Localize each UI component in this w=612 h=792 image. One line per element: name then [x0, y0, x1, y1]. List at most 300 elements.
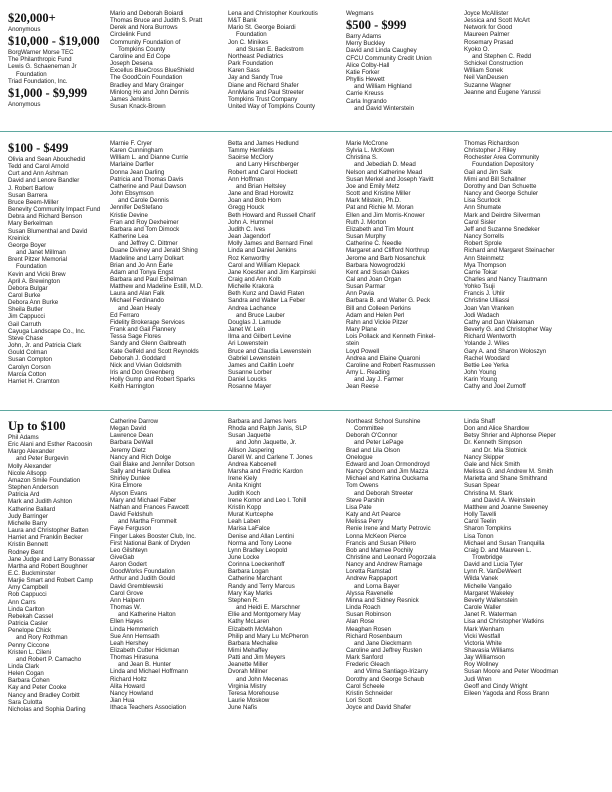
donor-name: Allison Jaspering [228, 446, 275, 454]
donor-name: Alyssa Ravenelle [346, 589, 394, 597]
donor-name: Community Foundation of [110, 38, 181, 46]
donor-name: Circlelink Fund [110, 31, 151, 39]
donor-name: Caroline and Ed Cope [110, 52, 171, 60]
donor-name: Linda and Michael Hoffmann [110, 668, 189, 676]
donor-name: Virginia Mistry [228, 682, 267, 690]
donor-name: stein [346, 340, 359, 348]
donor-name: Lynn R. VanDeWeert [464, 568, 522, 576]
donor-name: Ithaca Teachers Association [110, 704, 187, 712]
donor-name: Daniel Loucks [228, 376, 267, 384]
donor-name: Jane Koestler and Jim Karpinski [228, 268, 316, 276]
donor-name: Diane and Richard Shafer [228, 81, 299, 89]
column-3 [228, 418, 313, 711]
donor-name: Carol Sisler [464, 218, 496, 226]
donor-name: Nicholas and Sophia Darling [8, 705, 86, 713]
donor-name-continuation: and Katherine Halton [118, 611, 176, 619]
donor-name: Wegmans [346, 10, 374, 17]
donor-name-continuation: Foundation [16, 263, 47, 271]
donor-name: Kyoko O. [464, 45, 490, 53]
donor-name: Dorothy and Dan Schuette [464, 182, 537, 190]
donor-name: Jodi Wadach [464, 311, 500, 319]
donor-name: William L. and Dianne Currie [110, 154, 189, 162]
donor-name: Kate Gelfeld and Scott Reynolds [110, 347, 199, 355]
donor-name: Susanne Lorber [228, 369, 272, 376]
donor-name: Mark Milstein, Ph.D. [346, 197, 401, 205]
donor-name: Nancy and George Schuler [464, 190, 539, 198]
donor-name: Jane Judge and Larry Bonassar [8, 555, 96, 563]
donor-name: David and Lucia Tyler [464, 561, 523, 569]
donor-name: Anita Knight [228, 482, 262, 490]
donor-name: Excellus BlueCross BlueShield [110, 67, 194, 75]
donor-name: Joan and Bob Horn [228, 197, 281, 205]
donor-name: Brian and Jo Ann Earle [110, 261, 173, 269]
donor-name: Leo Gilshteyn [110, 546, 148, 554]
donor-name: Michelle Krakora [228, 283, 274, 291]
donor-name: Eileen Yagoda and Ross Brann [464, 689, 550, 697]
donor-name: Linda Shaff [464, 418, 495, 425]
donor-name: Elizabeth McMahon [228, 625, 282, 633]
donor-name: Ann Carrs [8, 598, 36, 606]
donor-name: Kristie Devine [110, 211, 148, 219]
column-2 [110, 10, 202, 110]
donor-name: Susan Moore and Peter Woodman [464, 668, 559, 676]
donor-name: Barbara B. and Walter G. Peck [346, 297, 431, 305]
donor-name: Jean Reese [346, 383, 379, 391]
donor-name: Anonymous [8, 26, 41, 33]
donor-name: Michael and Susan Tranquilla [464, 539, 545, 547]
donor-name: Leah Hershey [110, 639, 149, 647]
donor-name: Holly Tavelli [464, 511, 497, 519]
donor-name: Caroline and Jeffrey Rusten [346, 647, 423, 654]
donor-name-continuation: and Susan E. Backstrom [236, 45, 304, 53]
donor-name: Susan Jaquette [228, 432, 271, 440]
donor-name: Matthew and Madeline Estill, M.D. [110, 283, 203, 291]
donor-name-continuation: and Heidi E. Marschner [236, 604, 301, 612]
donor-name: Jessica and Scott McArt [464, 17, 530, 25]
divider-rule-2 [0, 410, 612, 411]
donor-name: Patricia Ard [8, 491, 40, 499]
donor-name: Debra and Richard Benson [8, 213, 83, 221]
donor-name: Faye Ferguson [110, 525, 152, 533]
donor-name: J. Robert Barlow [8, 184, 54, 192]
donor-name: Phyllis Hewett [346, 76, 385, 84]
donor-name: Marnie F. Cryer [110, 140, 152, 147]
donor-name: Mario St. George Boiardi [228, 24, 296, 32]
donor-name: Nathan and Frances Fawcett [110, 503, 189, 511]
donor-name: Jon C. Minikes [228, 38, 269, 46]
giving-level-heading: Up to $100 [8, 419, 66, 433]
donor-name: Thomas W. [110, 604, 142, 612]
giving-level-heading: $500 - $999 [346, 18, 407, 33]
donor-name: Craig and Ann Kolb [228, 275, 281, 283]
donor-name: Jennifer DeStefano [110, 204, 163, 212]
donor-name: Karen Cunningham [110, 147, 163, 155]
donor-name: David and Lenore Bandler [8, 177, 80, 185]
donor-name: Kathy McLaren [228, 618, 270, 626]
donor-name: Roz Kenworthy [228, 254, 270, 262]
section-up-to-100 [0, 418, 612, 788]
donor-name: Kent and Susan Oakes [346, 268, 410, 276]
donor-name: Mark Wenham [464, 625, 504, 633]
section-100-499 [0, 140, 612, 406]
column-3 [228, 140, 316, 390]
donor-name: Frank and Gail Flannery [110, 326, 176, 334]
donor-name-continuation: Foundation [236, 31, 267, 39]
giving-level-heading: $20,000+ [8, 11, 56, 25]
donor-name: Dorothy and George Schaub [346, 675, 425, 683]
donor-name: Catherine C. Needle [346, 240, 402, 248]
column-4 [346, 10, 432, 112]
donor-name: Robert and Carol Hockett [228, 168, 298, 176]
donor-name: Susan Spear [464, 482, 500, 490]
column-5 [464, 140, 554, 390]
donor-name: Jean Jagendorf [228, 233, 271, 241]
donor-name: Katherine Lea [110, 233, 149, 241]
donor-name: Catherine and Paul Dawson [110, 182, 187, 190]
donor-name: Andrew Rappaport [346, 575, 398, 583]
donor-name: Linda and Daniel Jenkins [228, 247, 297, 255]
donor-name: Olivia and Sean Abouchedid [8, 156, 86, 163]
donor-name: Rochester Area Community [464, 154, 540, 162]
column-1 [8, 10, 100, 108]
donor-name: Gail Carruth [8, 320, 42, 328]
donor-name: Harriet and Franklin Becker [8, 534, 83, 542]
donor-name: Randy and Terry Marcus [228, 582, 295, 590]
donor-name: Barbara and Tom Dimock [110, 225, 180, 233]
donor-name-continuation: Foundation [16, 70, 47, 78]
donor-name: Nick and Vivian Goldsmith [110, 361, 182, 369]
donor-name: Sally and Hank Dullea [110, 468, 171, 476]
donor-name-continuation: and Jay J. Farmer [354, 376, 404, 384]
donor-name: Lonna McKeon Pierce [346, 532, 407, 540]
donor-name: Ellen Hayes [110, 618, 143, 626]
donor-name: Alita Howard [110, 682, 145, 690]
donor-name: Sue Ann Hemsath [110, 632, 160, 640]
donor-name: Kristin Bennett [8, 541, 48, 549]
donor-name: Susan Compton [8, 356, 53, 364]
donor-name: Andrea Lachance [228, 304, 277, 312]
donor-name: Corinna Loeckenhoff [228, 561, 285, 569]
donor-name: Frederic Gleach [346, 661, 390, 669]
donor-name: Martha and Robert Boughner [8, 562, 88, 570]
donor-name: Bill and Colleen Perkins [346, 304, 411, 312]
donor-name: Michael and Katrina Ouckama [346, 475, 429, 483]
donor-name: Margaret and Clifford Northrup [346, 247, 430, 255]
donor-name: Gail Blake and Jennifer Dotson [110, 460, 195, 468]
donor-name: Kristin Kopp [228, 503, 262, 511]
donor-name: Lisa Pate [346, 503, 372, 511]
donor-name: Lisa Scurlock [464, 197, 501, 205]
donor-name: Linda Clark [8, 663, 40, 670]
donor-name: Richard Rosenbaum [346, 632, 402, 640]
donor-name: Barbara Cohen [8, 677, 50, 685]
donor-name: Iris and Don Greenberg [110, 369, 175, 376]
donor-name: Schickel Construction [464, 60, 524, 68]
donor-name: Marie McCrone [346, 140, 388, 147]
donor-name: James and Caitlin Loehr [228, 361, 295, 369]
donor-name: Nancy and Andrew Ramage [346, 561, 423, 569]
donor-name: E.C. Buckminster [8, 569, 56, 577]
donor-name: Gabriel Lewenstein [228, 354, 281, 362]
donor-name: Yolande J. Wiles [464, 340, 510, 348]
donor-name: Carrie Tokar [464, 268, 498, 276]
donor-name: Bettie Lee Yerka [464, 361, 509, 369]
donor-name: Mark Sanford [346, 654, 383, 662]
donor-name: Sandra and Walter La Feber [228, 297, 306, 305]
donor-name: BorgWarner Morse TEC [8, 49, 74, 57]
donor-name: Marcia Cotton [8, 370, 47, 378]
donor-name: Jeff and Suzanne Snedeker [464, 225, 540, 233]
donor-name-continuation: and Jean B. Hunter [118, 661, 171, 669]
donor-name: Steve Parshin [346, 496, 385, 504]
donor-name: Mary Berkelman [8, 220, 53, 228]
donor-name: Rhoda and Ralph Janis, SLP [228, 425, 307, 433]
donor-name: Sara Culotta [8, 698, 43, 706]
donor-name: Carol and William Klepack [228, 261, 300, 269]
donor-name: Rosemary Prasad [464, 38, 514, 46]
donor-name: Alice Colby-Hall [346, 61, 390, 69]
donor-name: Denise and Allan Lentini [228, 532, 294, 540]
donor-name: Geoff and Cindy Wright [464, 682, 528, 690]
donor-name-continuation: and Lorna Bayer [354, 582, 400, 590]
donor-name-continuation: and John Jaquette, Jr. [236, 439, 297, 447]
column-3 [228, 10, 318, 110]
donor-name: Deborah J. Goddard [110, 354, 166, 362]
donor-name-continuation: and Larry Hirschberger [236, 161, 299, 169]
donor-name: Megan David [110, 425, 147, 433]
donor-name: Derek and Nora Burrows [110, 24, 178, 32]
donor-name: Nicole Allsopp [8, 469, 47, 477]
donor-name: Murat Kurtcephe [228, 511, 274, 519]
donor-name: Lena and Christopher Kourkoutis [228, 10, 318, 17]
donor-name: Gale and Nick Smith [464, 460, 520, 468]
donor-name: Mary Kay Marks [228, 589, 273, 597]
donor-name: Phil Adams [8, 434, 39, 441]
donor-name: Betta and James Hedlund [228, 140, 299, 147]
donor-name: Rob Cappucci [8, 591, 47, 599]
giving-level-heading: $1,000 - $9,999 [8, 85, 88, 100]
donor-name-continuation: and Peter LePage [354, 439, 404, 447]
donor-name: Cayuga Landscape Co., Inc. [8, 327, 86, 335]
donor-name: Mimi Mehaffey [228, 647, 268, 654]
donor-name: Carole Waller [464, 604, 501, 612]
donor-name: Debora Ann Burke [8, 299, 59, 307]
column-1 [8, 418, 95, 713]
donor-name: Barbara and James Ivers [228, 418, 297, 425]
donor-name: Lisa and Christopher Watkins [464, 618, 544, 626]
donor-name: Jane and Brad Horowitz [228, 190, 294, 198]
donor-name: Nancy and Rich Dolge [110, 453, 172, 461]
donor-name: AnnMarie and Paul Streeter [228, 88, 304, 96]
donor-name: Nancy Howland [110, 689, 154, 697]
donor-name: Karin Young [464, 376, 498, 384]
donor-name: Don and Alice Shardlow [464, 425, 530, 433]
donor-name-continuation: and Robert P. Camacho [16, 655, 82, 663]
donor-name: CFCU Community Credit Union [346, 54, 432, 62]
donor-name: Beth Howard and Russell Charif [228, 211, 316, 219]
donor-name: June Nafis [228, 704, 258, 712]
donor-name: Philip and Mary Lu McPheron [228, 632, 309, 640]
donor-name: Linda Carlton [8, 605, 45, 613]
donor-name: John A. Hummel [228, 218, 274, 226]
donor-name: Northeast School Sunshine [346, 418, 421, 425]
donor-name-continuation: and Bruce Lauber [236, 311, 285, 319]
donor-name: Helen Cogan [8, 670, 44, 678]
donor-name: Onelogue [346, 453, 373, 461]
donor-name: M&T Bank [228, 17, 257, 25]
donor-name: Holly Gump and Robert Sparks [110, 376, 195, 384]
donor-name: Nancy Skipper [464, 453, 504, 461]
donor-name: Adam and Tonya Engst [110, 268, 174, 276]
donor-name: Thomas Hirasuna [110, 654, 159, 662]
donor-name: Amy L. Reading [346, 369, 390, 376]
donor-name: Shirley Dunlee [110, 475, 150, 483]
donor-name: Ann Pavia [346, 290, 374, 298]
donor-name-continuation: and Janet Millman [16, 249, 66, 257]
donor-name-continuation: Tompkins County [118, 45, 166, 53]
donor-name: Tompkins Trust Company [228, 95, 298, 103]
donor-name: Sandy and Glenn Galbreath [110, 340, 187, 348]
donor-name: Bruce and Claudia Lewenstein [228, 347, 312, 355]
donor-name: Alyson Evans [110, 489, 148, 497]
donor-name: Kristen L. Cileni [8, 648, 52, 656]
donor-name-continuation: and Jane Dieckmann [354, 639, 412, 647]
donor-name-continuation: Foundation Depository [472, 161, 534, 169]
donor-name: Cathy and Dan Wakeman [464, 318, 535, 326]
donor-name: Nelson and Katherine Mead [346, 168, 423, 176]
donor-name: Arthur and Judith Gould [110, 575, 175, 583]
donor-name: Brent Pitzer Memorial [8, 256, 68, 264]
donor-name: Suzanne Wagner [464, 81, 512, 89]
donor-name: Ed Ferraro [110, 311, 140, 319]
donor-name: Barbara DeWall [110, 439, 154, 447]
donor-name: John, Jr. and Patricia Clark [8, 342, 82, 350]
donor-name-continuation: and Brian Heltsley [236, 182, 286, 190]
donor-name: Barry Adams [346, 33, 382, 41]
donor-name: Irene Komor and Leo I. Tohill [228, 496, 307, 504]
donor-name: Adam and Helen Perl [346, 311, 405, 319]
donor-name: Norma and Tony Leone [228, 539, 292, 547]
donor-name: Kira Elmore [110, 482, 143, 490]
donor-name: Renie Irene and Marty Petrovic [346, 525, 431, 533]
donor-name: Roy Wollney [464, 661, 499, 669]
donor-name: Rosanne Mayer [228, 383, 272, 391]
donor-name: Patti and Jim Meyers [228, 654, 286, 662]
donor-name: John Young [464, 369, 497, 376]
donor-name: Loyd Powell [346, 347, 380, 355]
donor-name: Andrea and Elaine Quaroni [346, 354, 421, 362]
donor-name: Christina S. [346, 154, 378, 162]
donor-name: Gary A. and Sharon Woloszyn [464, 347, 547, 355]
donor-name: Carol Burke [8, 291, 41, 299]
donor-name: Judith C. Ives [228, 225, 266, 233]
donor-name: Brad and Lila Olson [346, 446, 400, 454]
column-2 [110, 418, 196, 711]
donor-name: Judith Koch [228, 489, 261, 497]
donor-name: Finger Lakes Booster Club, Inc. [110, 532, 197, 540]
giving-level-heading: $100 - $499 [8, 141, 69, 155]
donor-name: Beverly G. and Christopher Way [464, 326, 552, 334]
donor-name: Katie Forker [346, 68, 380, 76]
donor-name: Ann Steinmetz [464, 254, 504, 262]
donor-name: Mark and Judith Ashton [8, 498, 73, 506]
donor-name: Andrea Kabcenell [228, 460, 277, 468]
donor-name: Stephen R. [228, 596, 259, 604]
donor-name-continuation: Committee [354, 425, 384, 433]
donor-name: United Way of Tompkins County [228, 103, 316, 111]
donor-name: Melissa G. and Andrew M. Smith [464, 468, 554, 476]
donor-name-continuation: and Jeffrey C. Dittmer [118, 240, 178, 248]
donor-name: Susan Knack-Brown [110, 103, 166, 111]
donor-name: Dvorah Millner [228, 668, 268, 676]
donor-name: Jeanne and Eugene Yarussi [464, 88, 541, 96]
donor-name: David Feldshuh [110, 511, 153, 519]
donor-name: Michael Ferdinando [110, 297, 164, 305]
donor-name: Deborah O'Connor [346, 432, 398, 440]
donor-name: Laura and Christopher Batten [8, 527, 89, 535]
donor-name: Tedd and Carol Arnold [8, 163, 69, 171]
donor-name: Steve Chase [8, 334, 44, 342]
donor-name-continuation: and Dr. Mia Slotnick [472, 446, 527, 454]
donor-name: Elizabeth and Tim Mount [346, 225, 414, 233]
donor-name: Barbara Logan [228, 568, 269, 576]
donor-name: Linda Hemmerich [110, 625, 159, 633]
donor-name: Robert Sprole [464, 240, 502, 248]
donor-name: Network for Good [464, 24, 513, 32]
donor-name: Amy Campbell [8, 584, 48, 592]
donor-name: Charles and Nancy Trautmann [464, 275, 548, 283]
donor-name: Michelle Barry [8, 519, 47, 527]
donor-name: Caroline and Robert Rasmussen [346, 361, 436, 369]
donor-name: Ellie and Montgomery May [228, 611, 301, 619]
donor-name: Debora Bulgar [8, 284, 48, 292]
donor-name: Margo Alexander [8, 448, 55, 456]
section-top-donors [0, 10, 612, 126]
donor-name: Marisa LaFalce [228, 525, 270, 533]
donor-name: Jeanette Miller [228, 661, 268, 669]
donor-name: Janet W. Lein [228, 326, 266, 334]
donor-name: Karen Sass [228, 67, 260, 75]
donor-name: Gould Colman [8, 349, 48, 357]
donor-name: Susan Robinson [346, 611, 392, 619]
donor-name: Susan Merkel and Joseph Yavitt [346, 175, 434, 183]
donor-name: Marjie Smart and Robert Camp [8, 577, 93, 585]
donor-name: Thomas Richardson [464, 140, 519, 147]
donor-name-continuation: and Rory Rothman [16, 634, 68, 642]
donor-name: Lynn Bradley Leopold [228, 546, 288, 554]
donor-name: Catherine Marchant [228, 575, 282, 583]
donor-name: Sharon Tompkins [464, 525, 512, 533]
donor-name: Nancy Osborn and Jim Mazza [346, 468, 429, 476]
donor-name: Maureen Palmer [464, 31, 510, 39]
donor-name: Rebekah Cassel [8, 612, 54, 620]
column-2 [110, 140, 203, 390]
donor-name-continuation: and Jebediah D. Mead [354, 161, 416, 169]
donor-name: Carrie Kreuss [346, 90, 384, 98]
donor-name: Susan Murphy [346, 233, 386, 241]
donor-name: Francis and Susan Pillero [346, 539, 416, 547]
donor-name: Fran and Roy Dexheimer [110, 218, 179, 226]
donor-name: Duane Diviney and Jerald Shing [110, 247, 198, 255]
donor-name: Vicki Westfall [464, 632, 501, 640]
donor-name: Patricia Casler [8, 620, 48, 628]
donor-name: Darell W. and Carlene T. Jones [228, 453, 313, 461]
donor-name: Joe and Emily Metz [346, 182, 400, 190]
donor-name: Ilma and Gilbert Levine [228, 333, 292, 341]
donor-name: James Jenkins [110, 95, 151, 103]
donor-name: Shavasia Williams [464, 647, 514, 654]
donor-name: Ruth J. Morton [346, 218, 387, 226]
